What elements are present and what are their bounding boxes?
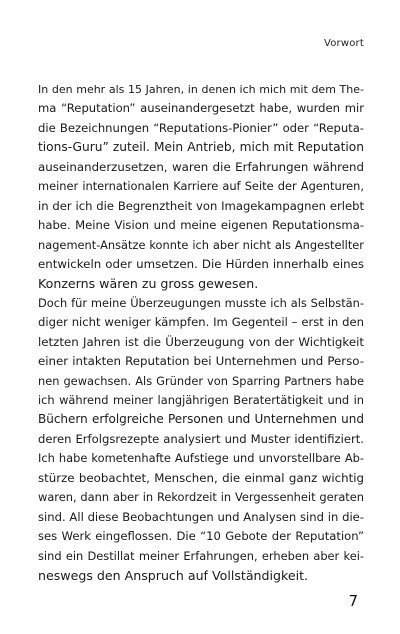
text-line: diger nicht weniger kämpfen. Im Gegenteil – erst in den bbox=[38, 315, 364, 330]
text-line: nagement-Ansätze konnte ich aber nicht als Angestellter bbox=[38, 237, 364, 252]
text-line: In den mehr als 15 Jahren, in denen ich mich mit dem The- bbox=[38, 83, 364, 96]
text-line: tions-Guru” zuteil. Mein Antrieb, mich mit Reputation bbox=[38, 140, 364, 155]
text-line: die Bezeichnungen “Reputations-Pionier” oder “Reputa- bbox=[38, 120, 364, 135]
text-line: ma “Reputation” auseinandergesetzt habe, wurden mir bbox=[38, 101, 364, 116]
text-line: Konzerns wären zu gross gewesen. bbox=[38, 276, 259, 292]
text-line: auseinanderzusetzen, waren die Erfahrungen während bbox=[38, 159, 364, 174]
page-number: 7 bbox=[348, 592, 358, 610]
text-line: meiner internationalen Karriere auf Seite der Agenturen, bbox=[38, 179, 364, 194]
text-line: einer intakten Reputation bei Unternehmen und Perso- bbox=[38, 354, 364, 369]
text-line: Ich habe kometenhafte Aufstiege und unvorstellbare Ab- bbox=[38, 451, 364, 466]
text-line: nen gewachsen. Als Gründer von Sparring Partners habe bbox=[38, 373, 364, 388]
text-line: waren, dann aber in Rekordzeit in Vergessenheit geraten bbox=[38, 490, 364, 505]
text-line: neswegs den Anspruch auf Vollständigkeit. bbox=[38, 567, 309, 583]
text-line: ich während meiner langjährigen Beratertätigkeit und in bbox=[38, 393, 364, 407]
text-line: letzten Jahren ist die Überzeugung von der Wichtigkeit bbox=[38, 334, 364, 349]
text-line: habe. Meine Vision und meine eigenen Reputationsma- bbox=[38, 218, 364, 233]
text-line: ses Werk eingeflossen. Die “10 Gebote der Reputation” bbox=[38, 529, 364, 544]
text-line: deren Erfolgsrezepte analysiert und Muster identifiziert. bbox=[38, 431, 364, 446]
text-line: in der ich die Begrenztheit von Imagekampagnen erlebt bbox=[38, 198, 364, 213]
text-line: Büchern erfolgreiche Personen und Unternehmen und bbox=[38, 412, 364, 427]
body-text bbox=[38, 80, 364, 585]
running-head: Vorwort bbox=[323, 38, 364, 49]
text-line: Doch für meine Überzeugungen musste ich als Selbstän- bbox=[38, 295, 364, 310]
text-line: stürze beobachtet, Menschen, die einmal ganz wichtig bbox=[38, 470, 364, 485]
text-line: sind. All diese Beobachtungen und Analysen sind in die- bbox=[38, 509, 364, 524]
text-line: entwickeln oder umsetzen. Die Hürden innerhalb eines bbox=[38, 256, 364, 271]
text-line: sind ein Destillat meiner Erfahrungen, erheben aber kei- bbox=[38, 548, 364, 563]
